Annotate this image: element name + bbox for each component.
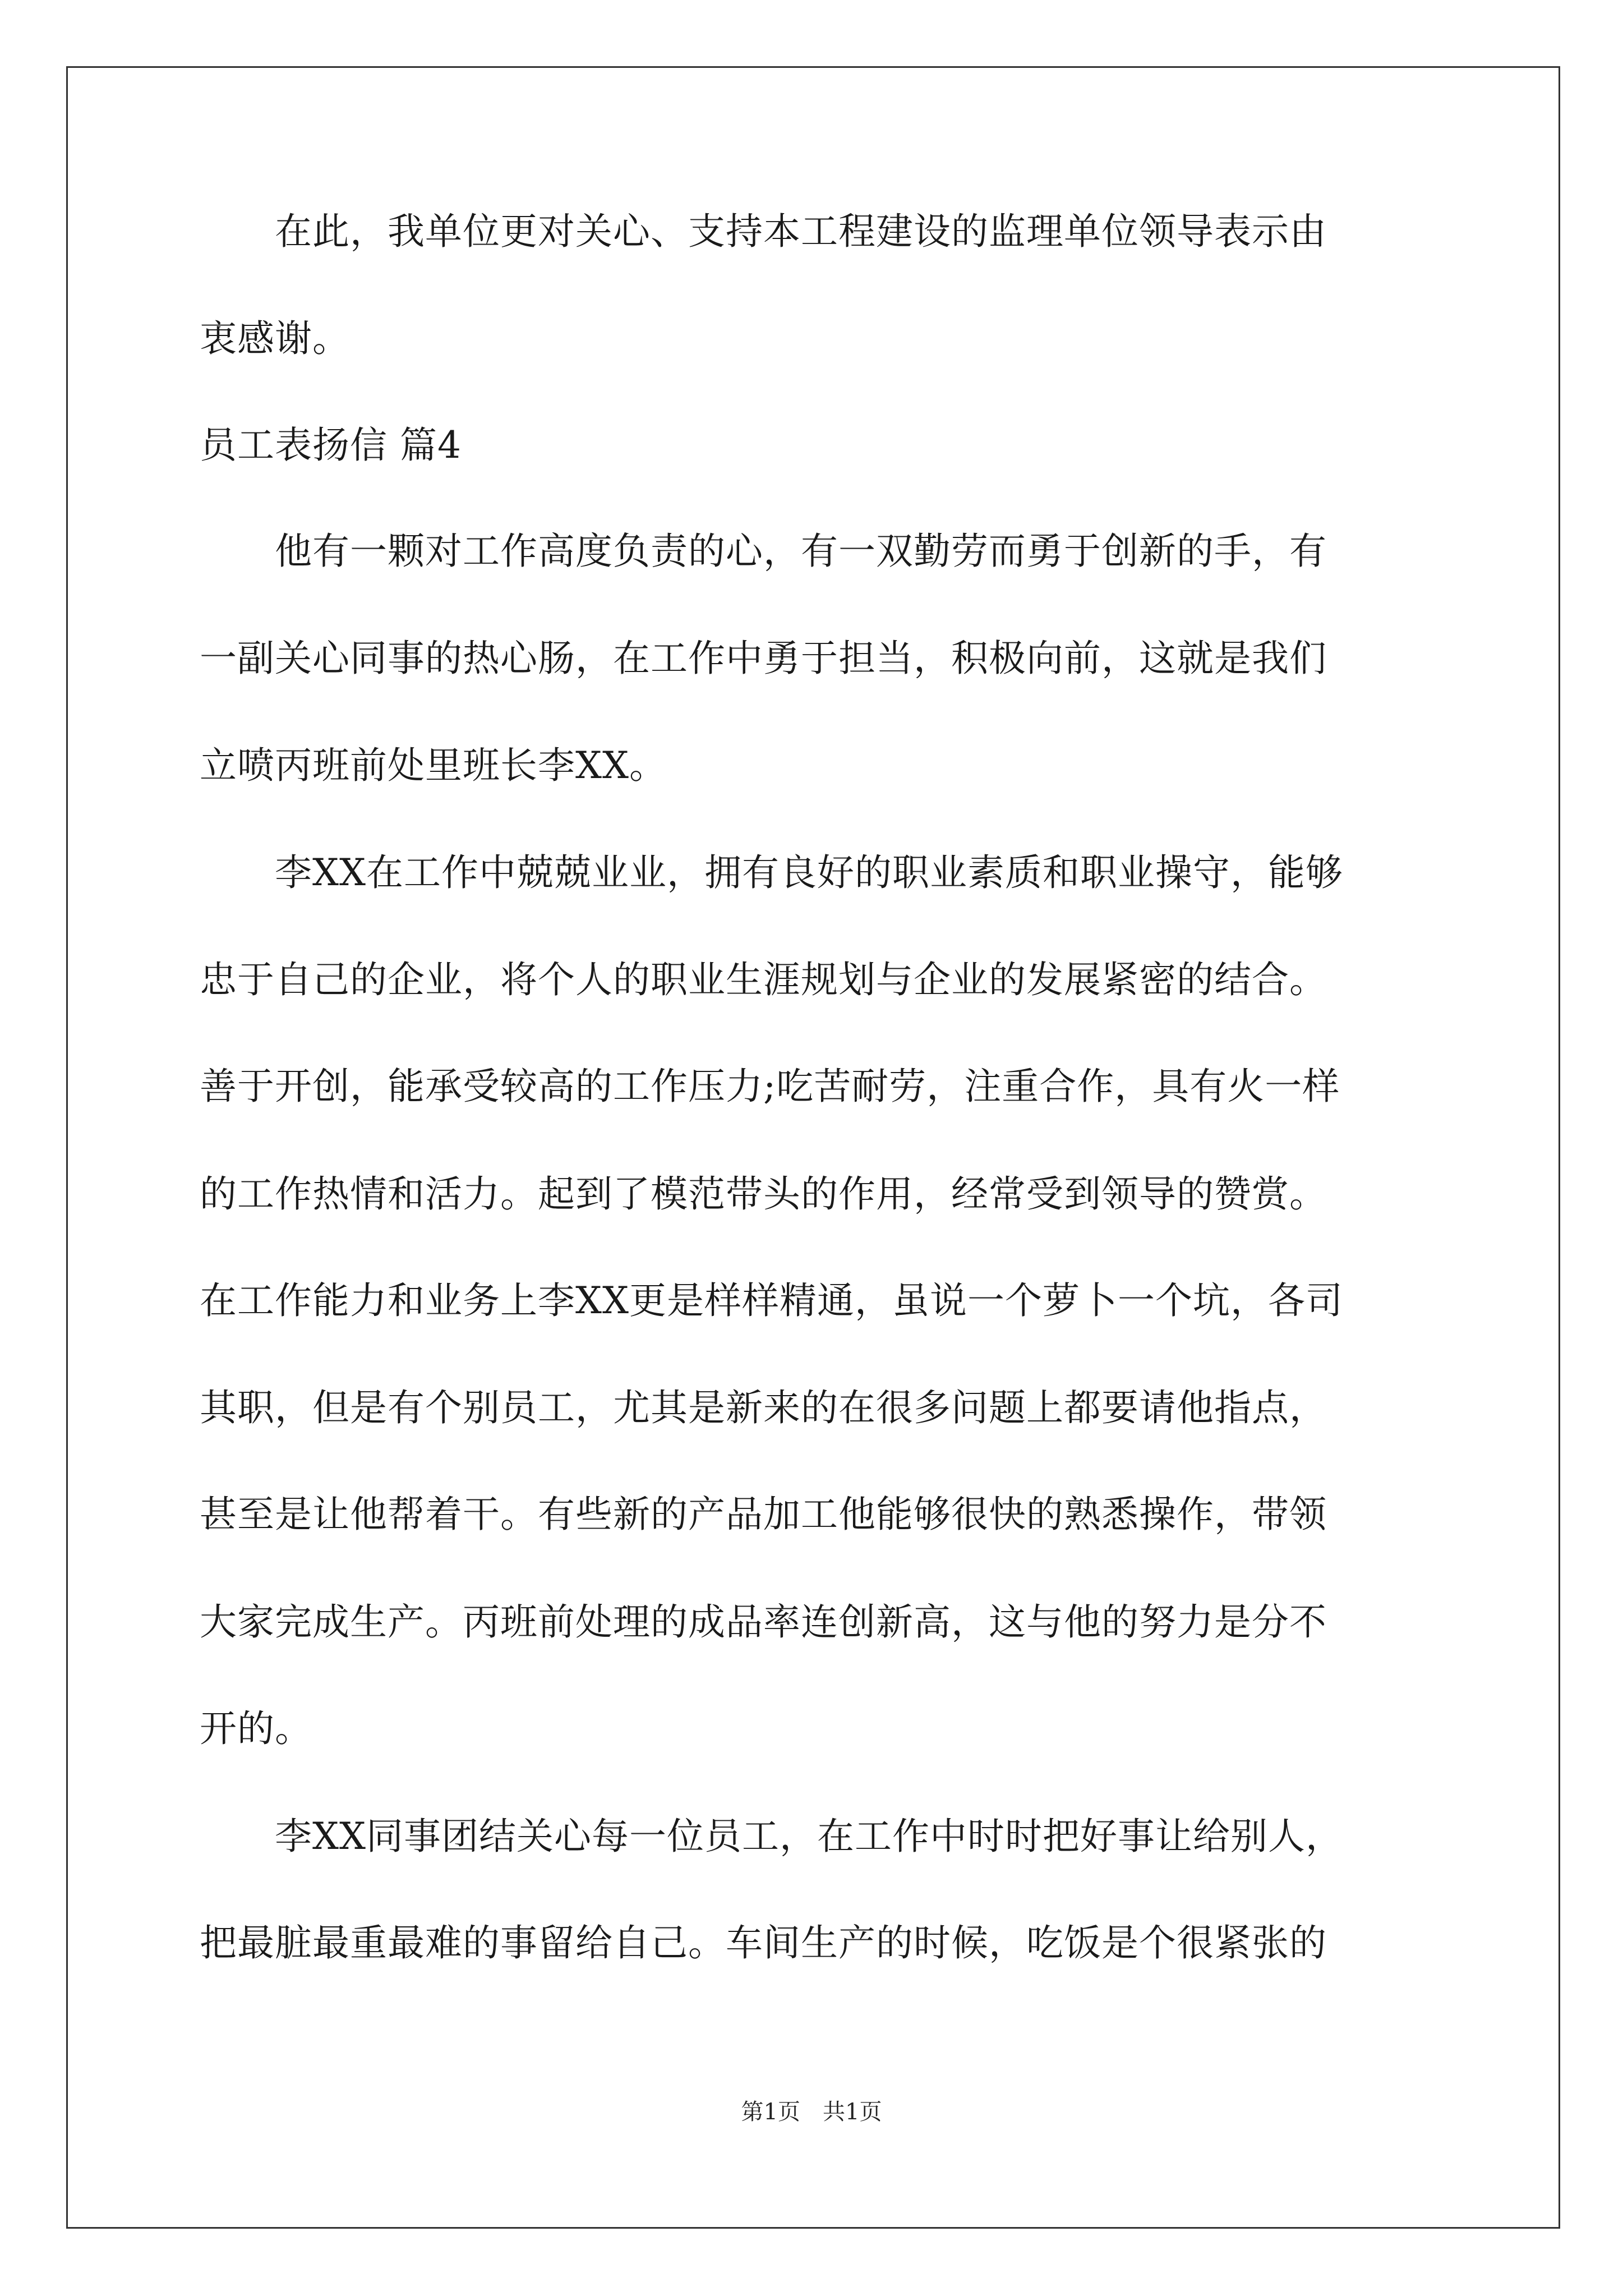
text-line: 衷感谢。 — [200, 317, 350, 360]
text-line: 甚至是让他帮着干。有些新的产品加工他能够很快的熟悉操作，带领 — [200, 1493, 1327, 1536]
text-line: 李XX同事团结关心每一位员工，在工作中时时把好事让给别人， — [200, 1815, 1343, 1858]
text-line: 他有一颗对工作高度负责的心，有一双勤劳而勇于创新的手，有 — [200, 530, 1327, 573]
text-line: 开的。 — [200, 1707, 312, 1750]
document-body — [200, 210, 1433, 1964]
text-line: 大家完成生产。丙班前处理的成品率连创新高，这与他的努力是分不 — [200, 1600, 1327, 1644]
page-footer: 第1页 共1页 — [741, 2099, 882, 2125]
text-line: 立喷丙班前处里班长李XX。 — [200, 744, 667, 787]
text-line: 一副关心同事的热心肠，在工作中勇于担当，积极向前，这就是我们 — [200, 637, 1327, 680]
text-line: 其职，但是有个别员工，尤其是新来的在很多问题上都要请他指点， — [200, 1386, 1327, 1429]
text-line: 李XX在工作中兢兢业业，拥有良好的职业素质和职业操守，能够 — [200, 851, 1343, 894]
section-heading: 员工表扬信 篇4 — [200, 424, 462, 467]
text-line: 忠于自己的企业，将个人的职业生涯规划与企业的发展紧密的结合。 — [200, 958, 1327, 1001]
text-line: 善于开创，能承受较高的工作压力;吃苦耐劳，注重合作，具有火一样 — [200, 1065, 1340, 1108]
text-line: 在工作能力和业务上李XX更是样样精通，虽说一个萝卜一个坑，各司 — [200, 1279, 1343, 1322]
text-line: 把最脏最重最难的事留给自己。车间生产的时候，吃饭是个很紧张的 — [200, 1921, 1327, 1964]
text-line: 在此，我单位更对关心、支持本工程建设的监理单位领导表示由 — [200, 210, 1327, 253]
text-line: 的工作热情和活力。起到了模范带头的作用，经常受到领导的赞赏。 — [200, 1172, 1327, 1216]
